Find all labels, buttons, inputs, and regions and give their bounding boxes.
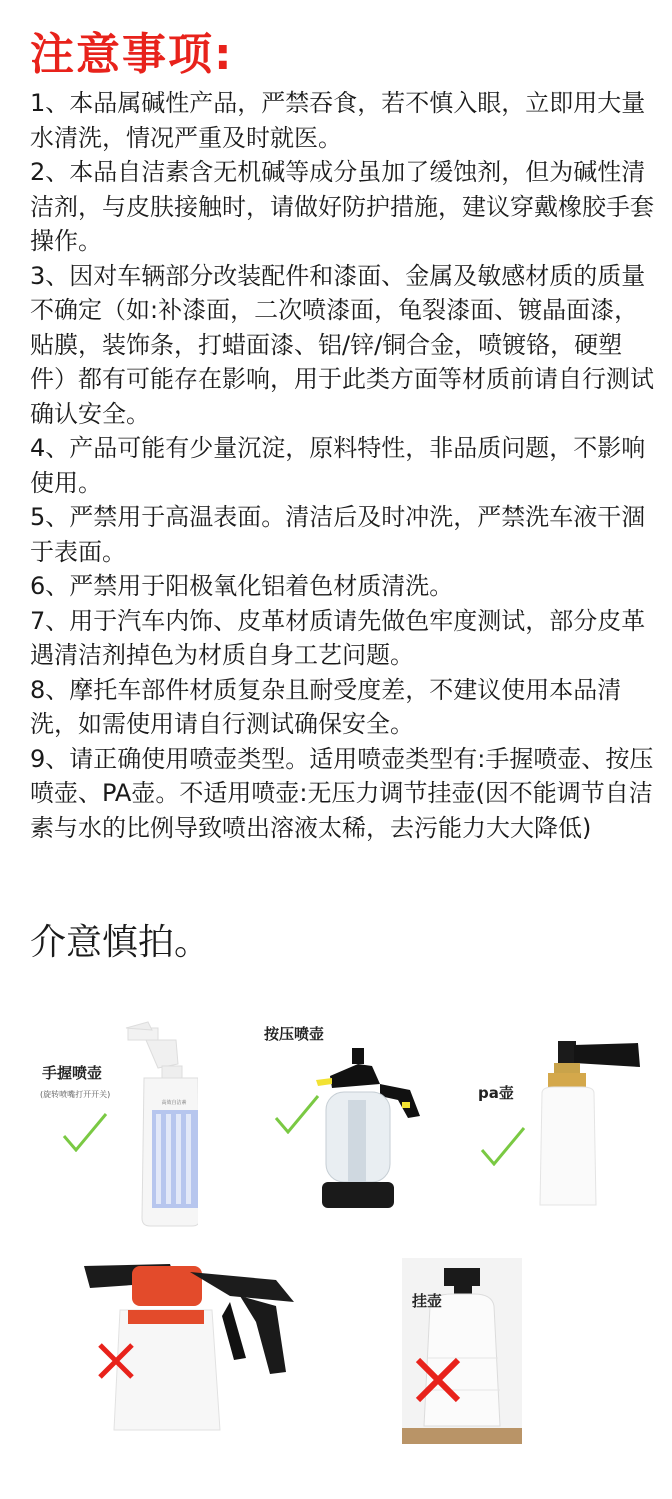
note-item: 6、严禁用于阳极氧化铝着色材质清洗。 (30, 572, 454, 600)
note-item: 8、摩托车部件材质复杂且耐受度差，不建议使用本品清洗，如需使用请自行测试确保安全。 (30, 675, 622, 738)
note-item: 3、因对车辆部分改装配件和漆面、金属及敏感材质的质量不确定（如:补漆面，二次喷漆面，龟裂漆面、镀晶面漆，贴膜，装饰条，打蜡面漆、铝/锌/铜合金，喷镀铬，硬塑件）都有可能存在影响，用于此类方面等材质前请自行测试确认安全。 (30, 261, 654, 428)
page-title: 注意事项: (30, 29, 234, 80)
note-item: 4、产品可能有少量沉淀，原料特性，非品质问题，不影响使用。 (30, 434, 646, 497)
note-item: 9、请正确使用喷壶类型。适用喷壶类型有:手握喷壶、按压喷壶、PA壶。不适用喷壶:无压力调节挂壶(因不能调节自洁素与水的比例导致喷出溶液太稀，去污能力大大降低) (30, 744, 654, 842)
hanging-pot-image (402, 1258, 522, 1444)
pump-sprayer-image (310, 1044, 430, 1214)
pa-pot-image (528, 1035, 648, 1215)
check-icon (478, 1124, 528, 1166)
note-item: 1、本品属碱性产品，严禁吞食，若不慎入眼，立即用大量水清洗，情况严重及时就医。 (30, 89, 646, 152)
hanging-pot-label: 挂壶 (412, 1292, 443, 1310)
note-item: 2、本品自洁素含无机碱等成分虽加了缓蚀剂，但为碱性清洁剂，与皮肤接触时，请做好防护措施，建议穿戴橡胶手套操作。 (30, 158, 654, 255)
hand-sprayer-label: 手握喷壶 (42, 1064, 103, 1082)
hand-sprayer-sublabel: (旋转喷嘴打开开关) (40, 1090, 111, 1099)
pa-pot-label: pa壶 (478, 1084, 514, 1102)
bottle-label: 高效自洁素 (161, 1100, 187, 1106)
hand-sprayer-image (118, 1018, 198, 1228)
note-item: 5、严禁用于高温表面。清洁后及时冲洗，严禁洗车液干涸于表面。 (30, 503, 646, 566)
caution-text: 介意慎拍。 (30, 922, 211, 963)
cross-icon (96, 1341, 136, 1381)
check-icon (60, 1110, 110, 1152)
notes-list (30, 86, 655, 845)
cross-icon (414, 1356, 462, 1404)
note-item: 7、用于汽车内饰、皮革材质请先做色牢度测试，部分皮革遇清洁剂掉色为材质自身工艺问题。 (30, 606, 646, 669)
pump-sprayer-label: 按压喷壶 (264, 1025, 325, 1043)
